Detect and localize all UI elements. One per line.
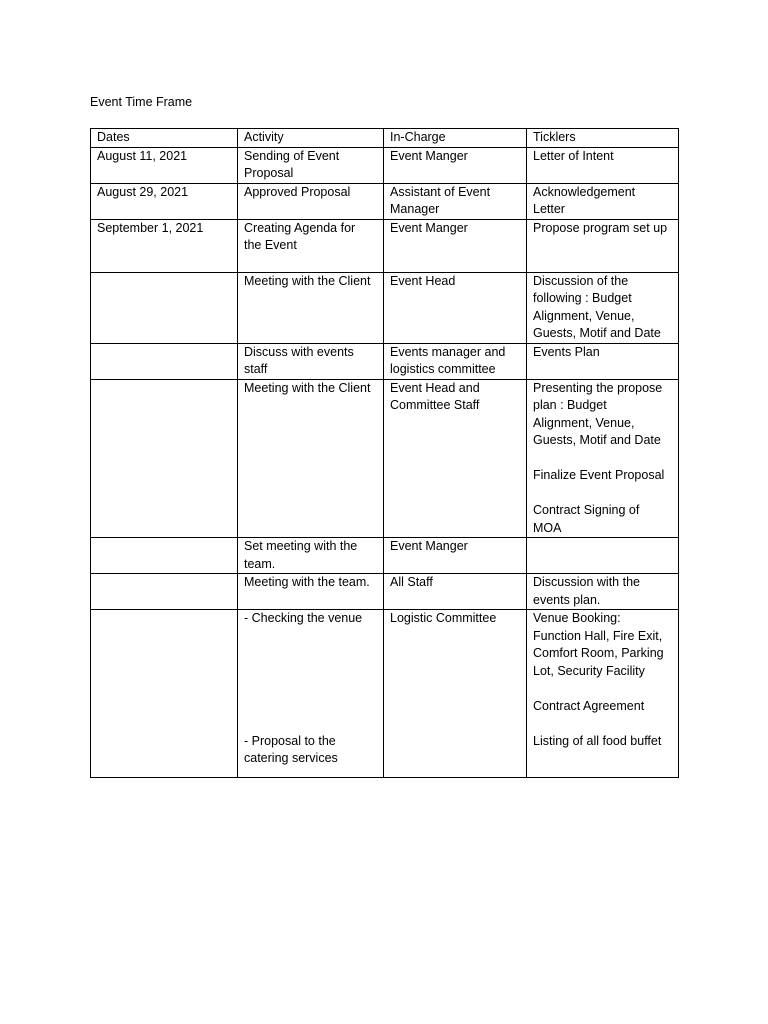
cell-text: Event Manger [390,539,468,553]
cell-text: Presenting the propose [533,380,663,395]
cell-in-charge [384,538,527,574]
cell-text: Discussion with the [533,575,640,589]
cell-activity [238,610,384,778]
cell-dates [91,574,238,610]
cell-in-charge [384,610,527,778]
column-header-in-charge: In-Charge [384,129,527,148]
cell-text: logistics committee [390,362,496,376]
blank-line [244,698,379,716]
cell-text: Listing of all food buffet [533,733,662,748]
blank-line [533,680,674,698]
cell-dates [91,147,238,183]
cell-text: Discussion of the [533,273,629,288]
cell-in-charge [384,219,527,272]
cell-text: Contract Agreement [533,698,645,713]
cell-text: Committee Staff [390,398,480,412]
cell-ticklers [527,379,679,538]
column-header-ticklers: Ticklers [527,129,679,148]
cell-dates [91,610,238,778]
cell-activity [238,183,384,219]
table-row [91,147,679,183]
cell-in-charge [384,147,527,183]
cell-ticklers [527,272,679,343]
cell-activity [238,147,384,183]
cell-text: Events manager and [390,344,506,359]
table-row [91,183,679,219]
page-title: Event Time Frame [90,95,193,109]
cell-text: All Staff [390,575,433,589]
blank-line [244,680,379,698]
cell-text: August 11, 2021 [97,148,188,163]
table-row [91,574,679,610]
cell-text: Propose program set up [533,220,668,235]
cell-text: Alignment, Venue, [533,415,635,430]
cell-text: Proposal [244,166,294,180]
cell-dates [91,272,238,343]
cell-text: Creating Agenda for [244,220,356,235]
table-header-row [91,129,679,148]
cell-ticklers [527,219,679,272]
blank-line [244,715,379,733]
cell-text [97,538,233,556]
blank-line [533,485,674,503]
cell-text: Venue Booking: [533,611,621,625]
cell-text: Meeting with the Client [244,273,371,288]
cell-text: Contract Signing of [533,503,640,517]
blank-line [244,663,379,681]
cell-text: Meeting with the Client [244,380,371,395]
cell-text: MOA [533,520,562,535]
cell-ticklers [527,610,679,778]
cell-text: Approved Proposal [244,184,351,199]
cell-text: Events Plan [533,344,600,359]
cell-text: August 29, 2021 [97,184,189,199]
cell-in-charge [384,183,527,219]
cell-text: Meeting with the team. [244,575,370,589]
cell-text: Event Head and [390,380,480,395]
cell-text: Letter of Intent [533,148,614,163]
cell-text: team. [244,556,276,571]
cell-text: - Checking the venue [244,611,363,625]
cell-dates [91,183,238,219]
cell-text: - Proposal to the [244,733,336,748]
cell-text: staff [244,362,268,376]
cell-ticklers [527,343,679,379]
cell-text: events plan. [533,592,601,607]
cell-ticklers [527,147,679,183]
cell-text: Manager [390,202,440,216]
table-row [91,538,679,574]
cell-text: following : Budget [533,291,632,305]
cell-ticklers [527,183,679,219]
cell-text: Event Manger [390,148,468,163]
cell-activity [238,343,384,379]
cell-ticklers [527,538,679,574]
cell-dates [91,538,238,574]
column-header-activity: Activity [238,129,384,148]
cell-activity [238,379,384,538]
cell-text: September 1, 2021 [97,220,204,235]
cell-text [97,273,233,291]
event-time-frame-table [90,128,679,778]
table-row [91,379,679,538]
cell-dates [91,379,238,538]
cell-text: Finalize Event Proposal [533,468,665,482]
cell-text [97,574,233,592]
cell-text: Assistant of Event [390,184,491,199]
table-row [91,610,679,778]
cell-activity [238,219,384,272]
cell-text: Function Hall, Fire Exit, [533,628,663,643]
cell-text: Discuss with events [244,344,354,359]
cell-text [97,344,233,362]
cell-text: Letter [533,202,565,216]
cell-text: Event Manger [390,220,468,235]
cell-in-charge [384,574,527,610]
cell-text: Comfort Room, Parking [533,646,664,660]
cell-text: Acknowledgement [533,184,636,199]
cell-text: Guests, Motif and Date [533,326,661,340]
cell-activity [238,272,384,343]
cell-activity [238,574,384,610]
cell-in-charge [384,379,527,538]
cell-in-charge [384,343,527,379]
cell-text: Logistic Committee [390,611,497,625]
blank-line [244,645,379,663]
cell-ticklers [527,574,679,610]
blank-line [533,450,674,468]
blank-line [244,628,379,646]
cell-text: Event Head [390,273,456,288]
cell-text: Sending of Event [244,148,340,163]
cell-text: plan : Budget [533,398,607,412]
cell-text: Alignment, Venue, [533,308,635,323]
table-row [91,219,679,272]
table-row [91,272,679,343]
cell-text: Lot, Security Facility [533,663,645,678]
cell-in-charge [384,272,527,343]
cell-text [97,610,233,628]
cell-text: the Event [244,238,297,252]
cell-dates [91,343,238,379]
cell-text: Set meeting with the [244,539,358,553]
cell-text: catering services [244,751,338,765]
cell-dates [91,219,238,272]
column-header-dates: Dates [91,129,238,148]
cell-text [97,380,233,398]
table-row [91,343,679,379]
cell-activity [238,538,384,574]
cell-text: Guests, Motif and Date [533,433,661,447]
blank-line [533,715,674,733]
